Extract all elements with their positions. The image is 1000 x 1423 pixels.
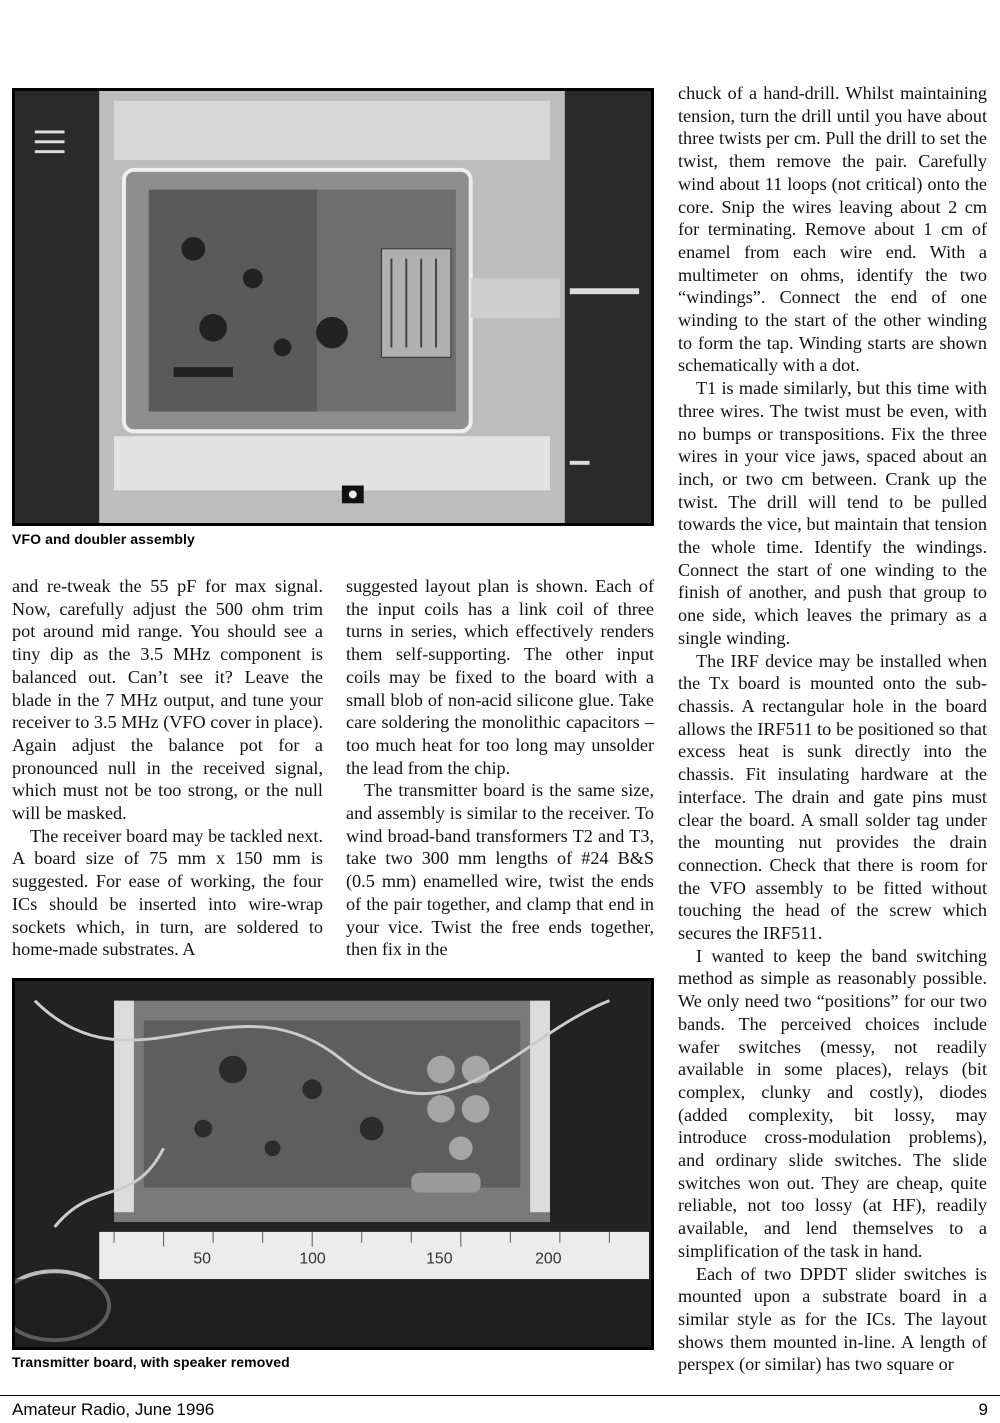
ruler-label: 150 (426, 1250, 453, 1268)
transmitter-photo (12, 978, 654, 1350)
footer-rule (0, 1395, 1000, 1396)
ruler-label: 100 (299, 1250, 326, 1268)
vfo-caption: VFO and doubler assembly (12, 531, 195, 547)
ruler-label: 200 (535, 1250, 562, 1268)
paragraph: I wanted to keep the band switching method as simple as reasonably possible. We only need two “positions” for our two bands. The perceived choices include wafer switches (messy, not readily available in some places), relays (bit complex, clunky and costly), diodes (added complexity, bit lossy, may introduce cross-modulation problems), and ordinary slide switches. The slide switches won out. They are cheap, quite reliable, not too lossy (at HF), readily available, and lend themselves to a simplification of the task in hand. (678, 945, 987, 1261)
paragraph: and re-tweak the 55 pF for max signal. Now, carefully adjust the 500 ohm trim pot around mid range. You should see a tiny dip as the 3.5 MHz component is balanced out. Can’t see it? Leave the blade in the 7 MHz output, and tune your receiver to 3.5 MHz (VFO cover in place). Again adjust the balance pot for a pronounced null in the received signal, which must not be too strong, or the null will be masked. (12, 576, 323, 824)
paragraph: The IRF device may be installed when the Tx board is mounted onto the sub-chassis. A rectangular hole in the board allows the IRF511 to be positioned so that excess heat is sunk directly into the chassis. Fit insulating hardware at the interface. The drain and gate pins must clear the board. A small solder tag under the mounting nut provides the drain connection. Check that there is room for the VFO assembly to be fitted without touching the head of the screw which secures the IRF511. (678, 650, 987, 944)
paragraph: The receiver board may be tackled next. A board size of 75 mm x 150 mm is suggested. For ease of working, the four ICs should be inserted into wire-wrap sockets which, in turn, are soldered to home-made substrates. A (12, 825, 323, 960)
paragraph: T1 is made similarly, but this time with three wires. The twist must be even, with no bumps or transpositions. Fix the three wires in your vice jaws, spaced about an inch, or two cm between. Crank up the twist. The drill will tend to be pulled towards the vice, but maintain that tension the whole time. Identify the windings. Connect the start of one winding to the finish of another, and push that group to one side, which leaves the primary as a single winding. (678, 378, 987, 648)
ruler-label: 50 (193, 1250, 211, 1268)
vfo-photo (12, 88, 654, 526)
paragraph: Each of two DPDT slider switches is mounted upon a substrate board in a similar style as for the ICs. The layout shows them mounted in-line. A length of perspex (or similar) has two square or (678, 1263, 987, 1375)
vfo-photo-illustration (15, 91, 651, 523)
paragraph: The transmitter board is the same size, and assembly is similar to the receiver. To wind broad-band transformers T2 and T3, take two 300 mm lengths of #24 B&S (0.5 mm) enamelled wire, twist the ends of the pair together, and clamp that end in your vice. Twist the free ends together, then fix in the (346, 780, 654, 960)
page-number: 9 (978, 1400, 988, 1419)
footer-publication: Amateur Radio, June 1996 (12, 1400, 215, 1419)
transmitter-caption: Transmitter board, with speaker removed (12, 1354, 290, 1370)
paragraph: chuck of a hand-drill. Whilst maintaining tension, turn the drill until you have about three twists per cm. Pull the drill to set the twist, them remove the pair. Carefully wind about 11 loops (not critical) onto the core. Snip the wires leaving about 2 cm for terminating. Remove about 1 cm of enamel from each wire end. With a multimeter on ohms, identify the two “windings”. Connect the end of one winding to the start of the other winding to form the tap. Winding starts are shown schematically with a dot. (678, 83, 987, 376)
paragraph: suggested layout plan is shown. Each of the input coils has a link coil of three turns in series, which effectively renders them self-supporting. The other input coils may be fixed to the board with a small blob of non-acid silicone glue. Take care soldering the monolithic capacitors – too much heat for too long may unsolder the lead from the chip. (346, 576, 654, 778)
column-left (12, 575, 323, 961)
column-middle (346, 575, 654, 961)
column-right (678, 82, 987, 1376)
transmitter-photo-illustration (15, 981, 651, 1347)
